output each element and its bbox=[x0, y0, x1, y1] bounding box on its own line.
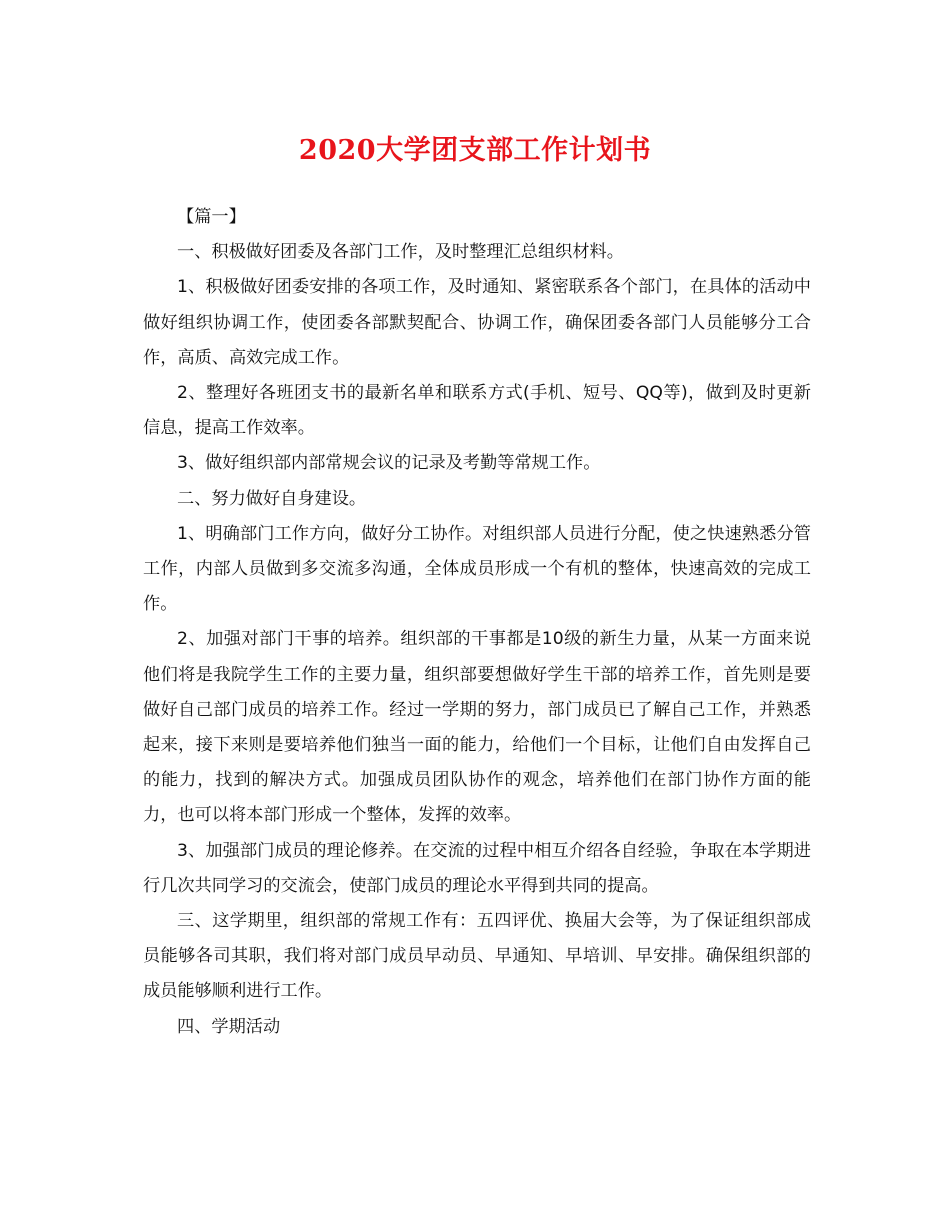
paragraph-2-3: 3、加强部门成员的理论修养。在交流的过程中相互介绍各自经验，争取在本学期进行几次共同学习的交流会，使部门成员的理论水平得到共同的提高。 bbox=[143, 840, 811, 896]
heading-3: 三、这学期里，组织部的常规工作有：五四评优、换届大会等，为了保证组织部成员能够各司其职，我们将对部门成员早动员、早通知、早培训、早安排。确保组织部的成员能够顺利进行工作。 bbox=[143, 911, 811, 1002]
paragraph-2-1: 1、明确部门工作方向，做好分工协作。对组织部人员进行分配，使之快速熟悉分管工作，内部人员做到多交流多沟通，全体成员形成一个有机的整体，快速高效的完成工作。 bbox=[143, 523, 811, 615]
section-label: 【篇一】 bbox=[177, 207, 246, 227]
paragraph-2-2: 2、加强对部门干事的培养。组织部的干事都是10级的新生力量，从某一方面来说他们将是我院学生工作的主要力量，组织部要想做好学生干部的培养工作，首先则是要做好自己部门成员的培养工作。经过一学期的努力，部门成员已了解自己工作，并熟悉起来，接下来则是要培养他们独当一面的能力，给他们一个目标，让他们自由发挥自己的能力，找到的解决方式。加强成员团队协作的观念，培养他们在部门协作方面的能力，也可以将本部门形成一个整体，发挥的效率。 bbox=[143, 629, 811, 826]
heading-1: 一、积极做好团委及各部门工作，及时整理汇总组织材料。 bbox=[177, 242, 624, 263]
paragraph-1-3: 3、做好组织部内部常规会议的记录及考勤等常规工作。 bbox=[177, 453, 601, 474]
heading-4: 四、学期活动 bbox=[177, 1016, 281, 1037]
document-title: 2020大学团支部工作计划书 bbox=[298, 135, 652, 166]
document-body bbox=[143, 200, 811, 1045]
paragraph-1-2: 2、整理好各班团支书的最新名单和联系方式(手机、短号、QQ等)，做到及时更新信息，提高工作效率。 bbox=[143, 383, 811, 439]
paragraph-1-1: 1、积极做好团委安排的各项工作，及时通知、紧密联系各个部门，在具体的活动中做好组织协调工作，使团委各部默契配合、协调工作，确保团委各部门人员能够分工合作，高质、高效完成工作。 bbox=[143, 277, 811, 368]
heading-2: 二、努力做好自身建设。 bbox=[177, 488, 367, 509]
